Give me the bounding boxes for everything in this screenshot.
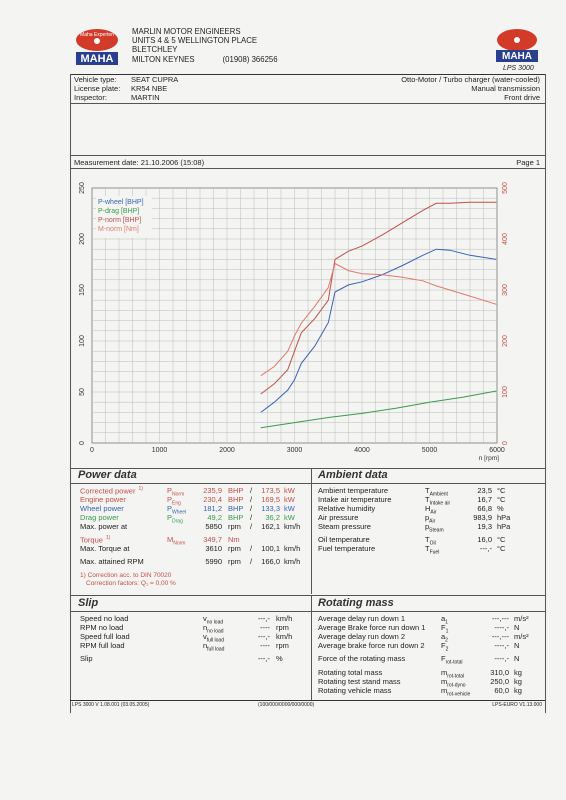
correction-note: 1) Correction acc. to DIN 70020	[80, 572, 172, 579]
symbol: $F_2$	[441, 641, 449, 653]
vehicle-type-label: Vehicle type:	[74, 75, 117, 84]
symbol: $T_{Intake air}$	[425, 495, 451, 507]
divider	[70, 595, 545, 596]
footer-euro-version: LPS-EURO V1.13.000	[492, 702, 542, 708]
symbol: $m_{rot-dyno}$	[441, 677, 466, 689]
series-line	[261, 264, 497, 376]
symbol: $a_1$	[441, 614, 448, 626]
power-row-value2: 100,1	[261, 544, 280, 553]
power-row-value: 349,7	[203, 535, 222, 544]
ambient-row-symbol	[425, 522, 444, 534]
x-tick-label: 6000	[489, 447, 505, 454]
rotating-row-value: ----,-	[494, 641, 509, 650]
power-row-unit: BHP	[228, 504, 244, 513]
symbol-subscript: 2	[445, 637, 448, 644]
rotating-row-unit: m/s²	[514, 632, 529, 641]
y-left-tick-label: 100	[79, 335, 86, 347]
ambient-row-value: 23,5	[477, 486, 492, 495]
symbol-subscript: rot-total	[445, 659, 463, 666]
ambient-row-label: Intake air temperature	[318, 495, 392, 504]
ambient-row-label: Oil temperature	[318, 535, 370, 544]
symbol-subscript: Air	[429, 518, 436, 525]
symbol-subscript: Steam	[429, 527, 444, 534]
symbol: $n_{full load}$	[203, 641, 225, 653]
logo-ring-text: Maha Experten	[80, 32, 114, 38]
footnote-marker: 1)	[138, 486, 143, 492]
slip-row-value: ----	[260, 641, 270, 650]
power-row-label: Max. Torque at	[80, 544, 130, 553]
rotating-row-label: Average Brake force run down 1	[318, 623, 426, 632]
ambient-row-value: 19,3	[477, 522, 492, 531]
symbol: $n_{no load}$	[203, 623, 224, 635]
symbol-subscript: full load	[207, 646, 225, 653]
power-row-unit2: km/h	[284, 544, 301, 553]
slip-row-label: Speed no load	[80, 614, 129, 623]
ambient-row-label: Steam pressure	[318, 522, 371, 531]
maha-logo-right	[492, 26, 542, 68]
power-row-value: 235,9	[203, 486, 222, 495]
symbol: $m_{rot-vehicle}$	[441, 686, 471, 698]
y-left-tick-label: 150	[79, 284, 86, 296]
slip-row-unit: km/h	[276, 614, 293, 623]
slip-title: Slip	[78, 597, 99, 609]
x-tick-label: 2000	[219, 447, 235, 454]
address-line: BLETCHLEY	[132, 45, 178, 55]
divider	[70, 700, 545, 701]
slip-row-value: ---,-	[257, 654, 270, 663]
rotating-row-unit: N	[514, 654, 520, 663]
power-row-sep: /	[250, 495, 253, 504]
slip-row-label: Slip	[80, 654, 93, 663]
power-row-value: 230,4	[203, 495, 222, 504]
power-row-symbol	[167, 535, 185, 547]
slip-row-label: RPM full load	[80, 641, 125, 650]
power-row-value2: 36,2	[265, 513, 280, 522]
rotating-row-value: ----,-	[494, 623, 509, 632]
symbol: $p_{Air}$	[425, 513, 436, 525]
symbol: $T_{Ambient}$	[425, 486, 448, 498]
power-row-unit: Nm	[228, 535, 240, 544]
inspector: MARTIN	[131, 93, 160, 102]
power-curve-chart	[70, 170, 545, 465]
address-line: UNITS 4 & 5 WELLINGTON PLACE	[132, 36, 258, 46]
legend-entry: P-drag [BHP]	[98, 208, 140, 215]
x-tick-label: 3000	[286, 447, 303, 454]
symbol: $M_{Norm}$	[167, 535, 186, 547]
x-tick-label: 1000	[151, 447, 168, 454]
ambient-row-unit: °C	[497, 486, 506, 495]
maha-logo-left	[72, 26, 122, 68]
y-right-tick-label: 400	[502, 233, 509, 245]
rotating-row-unit: kg	[514, 686, 522, 695]
ambient-row-value: 16,7	[477, 495, 492, 504]
symbol: $a_2$	[441, 632, 448, 644]
symbol: $p_{Steam}$	[425, 522, 444, 534]
power-row-label: Corrected power $^{1)}$	[80, 486, 143, 496]
symbol-subscript: Air	[430, 509, 437, 516]
rotating-row-unit: m/s²	[514, 614, 529, 623]
footer-code: (100/000/0000/000/0000)	[258, 702, 315, 708]
symbol-subscript: Eng	[172, 500, 181, 507]
slip-row-value: ---,-	[257, 632, 270, 641]
power-row-label: Max. power at	[80, 522, 128, 531]
rotating-row-label: Rotating vehicle mass	[318, 686, 392, 695]
measurement-date: Measurement date: 21.10.2006 (15:08)	[74, 158, 205, 167]
power-row-value: 49,2	[207, 513, 222, 522]
power-row-unit: rpm	[228, 544, 241, 553]
y-left-tick-label: 200	[79, 233, 86, 245]
slip-row-value: ---,-	[257, 614, 270, 623]
rotating-row-label: Force of the rotating mass	[318, 654, 406, 663]
slip-row-unit: rpm	[276, 623, 289, 632]
rotating-row-symbol	[441, 654, 463, 666]
address-line: MILTON KEYNES (01908) 366256	[132, 54, 278, 64]
transmission: Manual transmission	[471, 84, 540, 93]
plate-label: License plate:	[74, 84, 121, 93]
symbol-subscript: Fuel	[429, 549, 440, 556]
power-row-symbol	[167, 513, 183, 525]
power-row-value2: 166,0	[261, 557, 280, 566]
symbol: $v_{full load}$	[203, 632, 224, 644]
plate: KR54 NBE	[131, 84, 168, 93]
power-row-value2: 133,3	[261, 504, 280, 513]
drive: Front drive	[504, 93, 540, 102]
slip-row-unit: rpm	[276, 641, 289, 650]
power-row-sep: /	[250, 504, 253, 513]
y-right-tick-label: 500	[502, 182, 509, 194]
power-row-value2: 162,1	[261, 522, 280, 531]
power-row-sep: /	[250, 513, 253, 522]
ambient-row-unit: hPa	[497, 513, 511, 522]
rotating-row-label: Rotating test stand mass	[318, 677, 401, 686]
ambient-row-unit: °C	[497, 495, 506, 504]
y-right-tick-label: 100	[502, 386, 509, 398]
ambient-data-title: Ambient data	[318, 469, 388, 481]
slip-row-label: RPM no load	[80, 623, 124, 632]
ambient-row-symbol	[425, 544, 439, 556]
ambient-row-label: Relative humidity	[318, 504, 376, 513]
phone: (01908) 366256	[222, 54, 278, 64]
slip-row-label: Speed full load	[80, 632, 130, 641]
rotating-mass-title: Rotating mass	[318, 597, 394, 609]
symbol-subscript: Ambient	[429, 491, 448, 498]
power-row-unit: rpm	[228, 522, 241, 531]
slip-row-value: ----	[260, 623, 270, 632]
rotating-row-label: Rotating total mass	[318, 668, 383, 677]
symbol-subscript: Oil	[429, 540, 436, 547]
symbol: $F_1$	[441, 623, 449, 635]
x-tick-label: 5000	[421, 447, 438, 454]
symbol-subscript: Drag	[172, 518, 183, 525]
power-row-value: 3610	[205, 544, 222, 553]
symbol: $m_{rot-total}$	[441, 668, 465, 680]
symbol: $v_{no load}$	[203, 614, 224, 626]
symbol-subscript: 1	[445, 619, 448, 626]
divider	[70, 168, 545, 169]
rotating-row-symbol	[441, 686, 470, 698]
series-line	[261, 202, 497, 394]
legend-entry: P-wheel [BHP]	[98, 199, 144, 206]
power-row-unit2: kW	[284, 486, 295, 495]
frame-right	[545, 74, 546, 713]
ambient-row-value: ---,-	[479, 544, 492, 553]
symbol-subscript: Intake air	[429, 500, 451, 507]
power-row-label: Drag power	[80, 513, 119, 522]
power-row-unit2: kW	[284, 504, 295, 513]
rotating-row-label: Average brake force run down 2	[318, 641, 425, 650]
symbol-subscript: Wheel	[172, 509, 187, 516]
symbol-subscript: rot-vehicle	[447, 691, 471, 698]
logo-text: MAHA	[80, 53, 114, 65]
legend-entry: P-norm [BHP]	[98, 217, 142, 224]
x-tick-label: 4000	[354, 447, 370, 454]
rotating-row-unit: kg	[514, 668, 522, 677]
vehicle-type: SEAT CUPRA	[131, 75, 179, 84]
symbol: $P_{Norm}$	[167, 486, 185, 498]
ambient-row-value: 983,9	[473, 513, 492, 522]
rotating-row-unit: N	[514, 641, 520, 650]
power-row-unit2: kW	[284, 495, 295, 504]
slip-row-symbol	[203, 641, 224, 653]
y-right-tick-label: 0	[502, 441, 509, 445]
series-line	[261, 391, 497, 428]
product-name: LPS 3000	[503, 65, 534, 72]
y-right-tick-label: 200	[502, 335, 509, 347]
ambient-row-unit: %	[497, 504, 504, 513]
company-address	[132, 27, 278, 64]
symbol: $P_{Eng}$	[167, 495, 181, 507]
rotating-row-value: 250,0	[490, 677, 509, 686]
power-row-value: 181,2	[203, 504, 222, 513]
power-row-unit: BHP	[228, 486, 244, 495]
divider	[311, 468, 312, 594]
power-row-unit: BHP	[228, 513, 244, 522]
symbol-subscript: full load	[206, 637, 224, 644]
x-tick-label: 0	[90, 447, 94, 454]
symbol: $P_{Wheel}$	[167, 504, 187, 516]
engine-type: Otto-Motor / Turbo charger (water-cooled)	[401, 75, 540, 84]
rotating-row-value: 310,0	[490, 668, 509, 677]
rotating-row-value: ---,---	[491, 632, 509, 641]
symbol: $H_{Air}$	[425, 504, 437, 516]
symbol-subscript: 1	[445, 628, 449, 635]
symbol-subscript: 2	[445, 646, 449, 653]
ambient-row-label: Fuel temperature	[318, 544, 376, 553]
rotating-row-label: Average delay run down 1	[318, 614, 406, 623]
power-row-value: 5850	[205, 522, 222, 531]
y-left-tick-label: 50	[79, 388, 86, 396]
y-left-tick-label: 0	[79, 441, 86, 445]
rotating-row-value: ----,-	[494, 654, 509, 663]
power-data-title: Power data	[78, 469, 137, 481]
power-row-value2: 169,5	[261, 495, 280, 504]
footer-version: LPS 3000 V 1.08.001 (03.05.2005)	[72, 702, 150, 708]
symbol-subscript: Norm	[173, 540, 186, 547]
power-row-value2: 173,5	[261, 486, 280, 495]
x-axis-unit: n [rpm]	[478, 455, 499, 462]
symbol-subscript: no load	[206, 619, 224, 626]
power-row-label: Wheel power	[80, 504, 124, 513]
slip-row-unit: %	[276, 654, 283, 663]
power-row-label: Max. attained RPM	[80, 557, 144, 566]
ambient-row-value: 66,8	[477, 504, 492, 513]
power-row-sep: /	[250, 544, 253, 553]
y-right-tick-label: 300	[502, 284, 509, 296]
power-row-value: 5990	[205, 557, 222, 566]
divider	[70, 483, 545, 484]
ambient-row-value: 16,0	[477, 535, 492, 544]
power-row-unit2: km/h	[284, 557, 301, 566]
divider	[70, 155, 545, 156]
divider	[70, 611, 545, 612]
power-row-label: Torque $^{1)}$	[80, 535, 111, 545]
power-row-unit2: kW	[284, 513, 295, 522]
rotating-row-symbol	[441, 641, 448, 653]
ambient-row-label: Ambient temperature	[318, 486, 389, 495]
power-row-unit: BHP	[228, 495, 244, 504]
rotating-row-unit: N	[514, 623, 520, 632]
ambient-row-unit: hPa	[497, 522, 511, 531]
power-row-unit2: km/h	[284, 522, 301, 531]
divider	[70, 103, 545, 104]
symbol: $T_{Fuel}$	[425, 544, 440, 556]
power-row-sep: /	[250, 557, 253, 566]
legend-entry: M-norm [Nm]	[98, 226, 139, 233]
symbol-subscript: no load	[207, 628, 224, 635]
address-line: MARLIN MOTOR ENGINEERS	[132, 27, 241, 36]
symbol: $T_{Oil}$	[425, 535, 436, 547]
slip-row-unit: km/h	[276, 632, 293, 641]
power-row-sep: /	[250, 486, 253, 495]
symbol: $F_{rot-total}$	[441, 654, 463, 666]
page-number: Page 1	[516, 158, 540, 167]
ambient-row-unit: °C	[497, 535, 506, 544]
inspector-label: Inspector:	[74, 93, 107, 102]
logo-text: MAHA	[502, 51, 532, 62]
symbol-subscript: rot-dyno	[447, 682, 466, 689]
divider	[70, 468, 545, 469]
footnote-marker: 1)	[105, 535, 111, 541]
symbol-subscript: rot-total	[447, 673, 465, 680]
symbol-subscript: Norm	[172, 491, 185, 498]
power-row-sep: /	[250, 522, 253, 531]
correction-factors: Correction factors: Q₁ = 0,00 %	[86, 580, 176, 587]
power-row-label: Engine power	[80, 495, 126, 504]
rotating-row-unit: kg	[514, 677, 522, 686]
rotating-row-value: ---,---	[491, 614, 509, 623]
y-left-tick-label: 250	[79, 182, 86, 194]
ambient-row-label: Air pressure	[318, 513, 359, 522]
header	[0, 0, 566, 80]
ambient-row-unit: °C	[497, 544, 506, 553]
symbol: $P_{Drag}$	[167, 513, 183, 525]
rotating-row-label: Average delay run down 2	[318, 632, 406, 641]
power-row-unit: rpm	[228, 557, 241, 566]
rotating-row-value: 60,0	[494, 686, 509, 695]
